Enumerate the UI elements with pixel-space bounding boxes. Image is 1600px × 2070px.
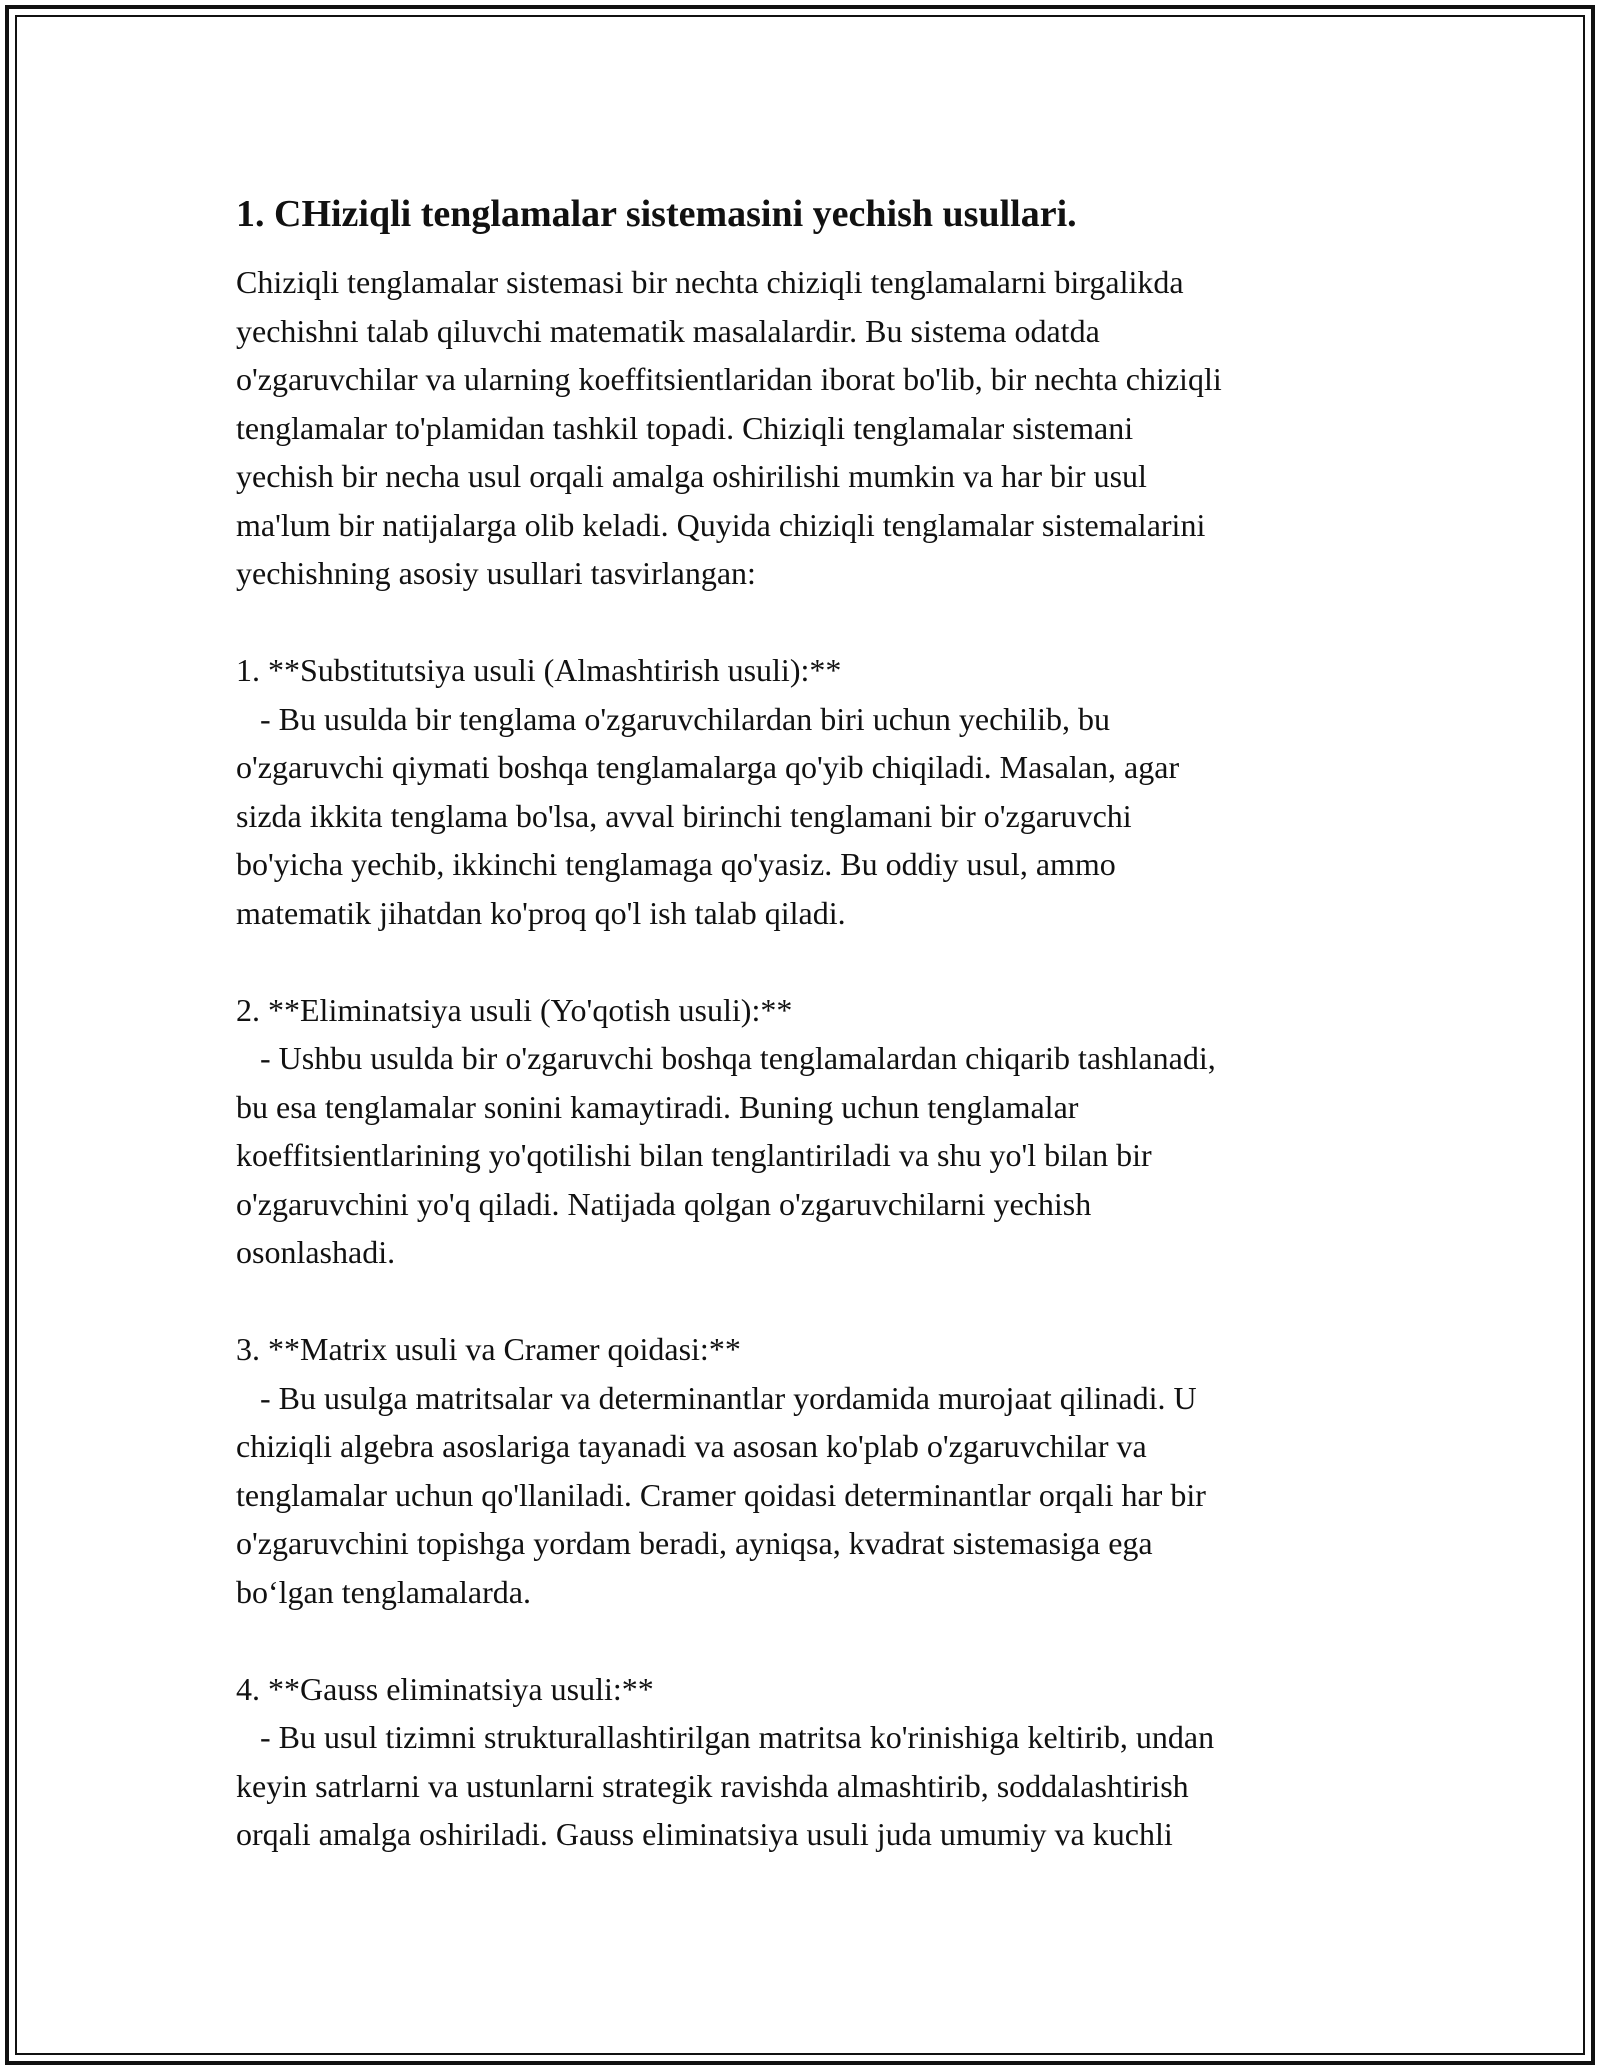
text-line: 4. **Gauss eliminatsiya usuli:** (236, 1670, 654, 1707)
text-line: chiziqli algebra asoslariga tayanadi va asosan ko'plab o'zgaruvchilar va (236, 1428, 1147, 1464)
blank-line (236, 937, 1396, 986)
text-line: keyin satrlarni va ustunlarni strategik ravishda almashtirib, soddalashtirish (236, 1767, 1189, 1804)
text-line: o'zgaruvchi qiymati boshqa tenglamalarga qo'yib chiqiladi. Masalan, agar (236, 749, 1180, 785)
section-heading: 1. CHiziqli tenglamalar sistemasini yechish usullari. (236, 193, 1077, 235)
text-line: - Bu usulda bir tenglama o'zgaruvchilardan biri uchun yechilib, bu (236, 700, 1110, 737)
blank-line (236, 598, 1396, 647)
document-text (236, 258, 1396, 1859)
text-line: bo'yicha yechib, ikkinchi tenglamaga qo'yasiz. Bu oddiy usul, ammo (236, 846, 1116, 882)
text-line: 1. **Substitutsiya usuli (Almashtirish usuli):** (236, 652, 842, 688)
text-line: sizda ikkita tenglama bo'lsa, avval birinchi tenglamani bir o'zgaruvchi (236, 797, 1132, 834)
text-line: ma'lum bir natijalarga olib keladi. Quyida chiziqli tenglamalar sistemalarini (236, 506, 1206, 543)
text-line: o'zgaruvchini yo'q qiladi. Natijada qolgan o'zgaruvchilarni yechish (236, 1185, 1092, 1222)
text-line: yechish bir necha usul orqali amalga oshirilishi mumkin va har bir usul (236, 458, 1147, 494)
text-line: osonlashadi. (236, 1234, 396, 1270)
text-line: yechishni talab qiluvchi matematik masalalardir. Bu sistema odatda (236, 312, 1100, 349)
text-line: orqali amalga oshiriladi. Gauss eliminatsiya usuli juda umumiy va kuchli (236, 1816, 1173, 1852)
text-line: tenglamalar uchun qo'llaniladi. Cramer qoidasi determinantlar orqali har bir (236, 1476, 1206, 1513)
text-line: 2. **Eliminatsiya usuli (Yo'qotish usuli):** (236, 991, 793, 1028)
text-line: 3. **Matrix usuli va Cramer qoidasi:** (236, 1331, 741, 1367)
text-line: o'zgaruvchini topishga yordam beradi, ayniqsa, kvadrat sistemasiga ega (236, 1525, 1153, 1561)
text-line: - Bu usul tizimni strukturallashtirilgan matritsa ko'rinishiga keltirib, undan (236, 1719, 1215, 1755)
blank-line (236, 1277, 1396, 1326)
document-body (236, 188, 1396, 1859)
text-line: o'zgaruvchilar va ularning koeffitsientlaridan iborat bo'lib, bir nechta chiziqli (236, 361, 1222, 397)
text-line: bu esa tenglamalar sonini kamaytiradi. Buning uchun tenglamalar (236, 1088, 1079, 1125)
text-line: matematik jihatdan ko'proq qo'l ish talab qiladi. (236, 894, 846, 931)
text-line: koeffitsientlarining yo'qotilishi bilan tenglantiriladi va shu yo'l bilan bir (236, 1137, 1152, 1173)
text-line: yechishning asosiy usullari tasvirlangan: (236, 555, 756, 591)
text-line: - Ushbu usulda bir o'zgaruvchi boshqa tenglamalardan chiqarib tashlanadi, (236, 1040, 1216, 1076)
blank-line (236, 1616, 1396, 1665)
text-line: - Bu usulga matritsalar va determinantlar yordamida murojaat qilinadi. U (236, 1379, 1197, 1416)
text-line: bo‘lgan tenglamalarda. (236, 1573, 531, 1610)
text-line: Chiziqli tenglamalar sistemasi bir nechta chiziqli tenglamalarni birgalikda (236, 264, 1184, 300)
text-line: tenglamalar to'plamidan tashkil topadi. Chiziqli tenglamalar sistemani (236, 409, 1134, 446)
